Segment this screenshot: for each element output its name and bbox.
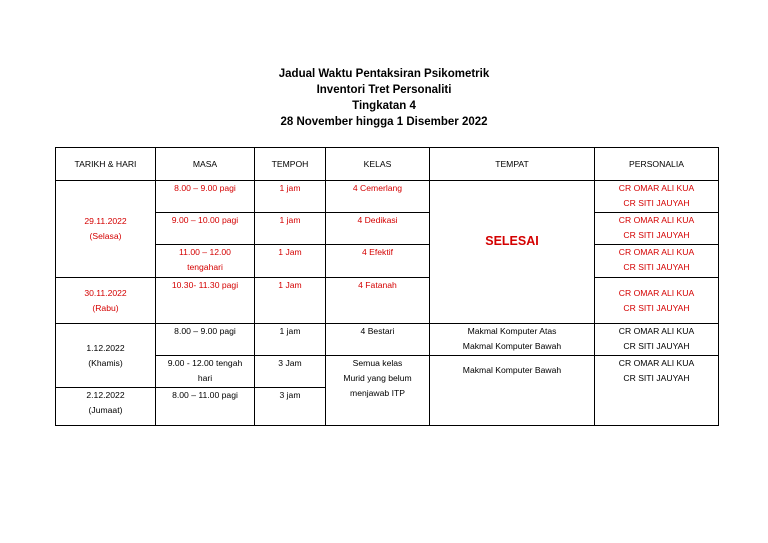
kelas-cell: 4 Fatanah xyxy=(326,278,430,324)
masa-cell xyxy=(156,356,255,388)
personalia-name: CR SITI JAUYAH xyxy=(623,262,690,272)
tempat-cell: Makmal Komputer Bawah xyxy=(430,356,595,426)
personalia-name: CR SITI JAUYAH xyxy=(623,341,690,351)
personalia-name: CR SITI JAUYAH xyxy=(623,198,690,208)
date-text: 29.11.2022 xyxy=(84,216,127,226)
table-row xyxy=(56,245,719,278)
masa-line: tengahari xyxy=(187,262,223,272)
tempat-line: Makmal Komputer Bawah xyxy=(462,341,562,351)
masa-cell xyxy=(156,245,255,278)
personalia-name: CR OMAR ALI KUA xyxy=(618,287,695,298)
date-text: 30.11.2022 xyxy=(84,287,127,298)
tempoh-cell: 1 jam xyxy=(255,324,326,356)
personalia-name: CR OMAR ALI KUA xyxy=(618,183,695,193)
kelas-cell: 4 Dedikasi xyxy=(326,213,430,245)
date-cell xyxy=(56,278,156,324)
tempat-line: Makmal Komputer Atas xyxy=(467,326,557,336)
personalia-name: CR SITI JAUYAH xyxy=(623,373,690,383)
tempoh-cell: 3 jam xyxy=(255,388,326,426)
masa-cell: 8.00 – 9.00 pagi xyxy=(156,181,255,213)
title-line-1: Jadual Waktu Pentaksiran Psikometrik xyxy=(278,68,490,80)
personalia-name: CR SITI JAUYAH xyxy=(623,302,690,313)
personalia-name: CR OMAR ALI KUA xyxy=(618,215,695,225)
date-cell xyxy=(56,324,156,388)
masa-cell: 8.00 – 9.00 pagi xyxy=(156,324,255,356)
col-header-tarikh: TARIKH & HARI xyxy=(56,148,156,181)
kelas-line: Semua kelas xyxy=(352,358,403,368)
masa-line: 11.00 – 12.00 xyxy=(179,247,231,257)
kelas-cell: 4 Cemerlang xyxy=(326,181,430,213)
table-row xyxy=(56,181,719,213)
date-text: 2.12.2022 xyxy=(86,390,125,400)
personalia-cell xyxy=(595,181,719,213)
kelas-line: menjawab ITP xyxy=(350,388,405,398)
personalia-name: CR OMAR ALI KUA xyxy=(618,326,695,336)
tempoh-cell: 1 jam xyxy=(255,181,326,213)
kelas-cell: 4 Bestari xyxy=(326,324,430,356)
masa-cell: 8.00 – 11.00 pagi xyxy=(156,388,255,426)
col-header-tempoh: TEMPOH xyxy=(255,148,326,181)
day-text: (Selasa) xyxy=(89,231,122,241)
tempoh-cell: 3 Jam xyxy=(255,356,326,388)
tempoh-cell: 1 Jam xyxy=(255,245,326,278)
title-line-4: 28 November hingga 1 Disember 2022 xyxy=(280,116,488,128)
personalia-name: CR SITI JAUYAH xyxy=(623,230,690,240)
masa-cell: 9.00 – 10.00 pagi xyxy=(156,213,255,245)
selesai-label: SELESAI xyxy=(485,234,539,248)
kelas-line: Murid yang belum xyxy=(343,373,412,383)
table-row xyxy=(56,213,719,245)
kelas-cell xyxy=(326,356,430,426)
table-row xyxy=(56,278,719,324)
personalia-cell xyxy=(595,278,719,324)
personalia-name: CR OMAR ALI KUA xyxy=(618,247,695,257)
kelas-cell: 4 Efektif xyxy=(326,245,430,278)
masa-line: 9.00 - 12.00 tengah xyxy=(167,358,243,368)
day-text: (Khamis) xyxy=(88,357,123,368)
col-header-kelas: KELAS xyxy=(326,148,430,181)
date-text: 1.12.2022 xyxy=(86,342,125,353)
tempoh-cell: 1 Jam xyxy=(255,278,326,324)
date-cell xyxy=(56,181,156,278)
col-header-masa: MASA xyxy=(156,148,255,181)
title-line-3: Tingkatan 4 xyxy=(352,100,416,112)
table-row xyxy=(56,324,719,356)
tempat-cell xyxy=(430,324,595,356)
personalia-name: CR OMAR ALI KUA xyxy=(618,358,695,368)
personalia-cell xyxy=(595,356,719,426)
personalia-cell xyxy=(595,324,719,356)
day-text: (Rabu) xyxy=(92,302,119,313)
table-row xyxy=(56,356,719,388)
day-text: (Jumaat) xyxy=(88,405,123,415)
personalia-cell xyxy=(595,213,719,245)
schedule-table xyxy=(55,147,719,426)
tempat-cell xyxy=(430,181,595,324)
header-row xyxy=(56,148,719,181)
col-header-tempat: TEMPAT xyxy=(430,148,595,181)
masa-cell: 10.30- 11.30 pagi xyxy=(156,278,255,324)
masa-line: hari xyxy=(197,373,213,383)
personalia-cell xyxy=(595,245,719,278)
tempoh-cell: 1 jam xyxy=(255,213,326,245)
date-cell xyxy=(56,388,156,426)
title-line-2: Inventori Tret Personaliti xyxy=(316,84,452,96)
col-header-personalia: PERSONALIA xyxy=(595,148,719,181)
